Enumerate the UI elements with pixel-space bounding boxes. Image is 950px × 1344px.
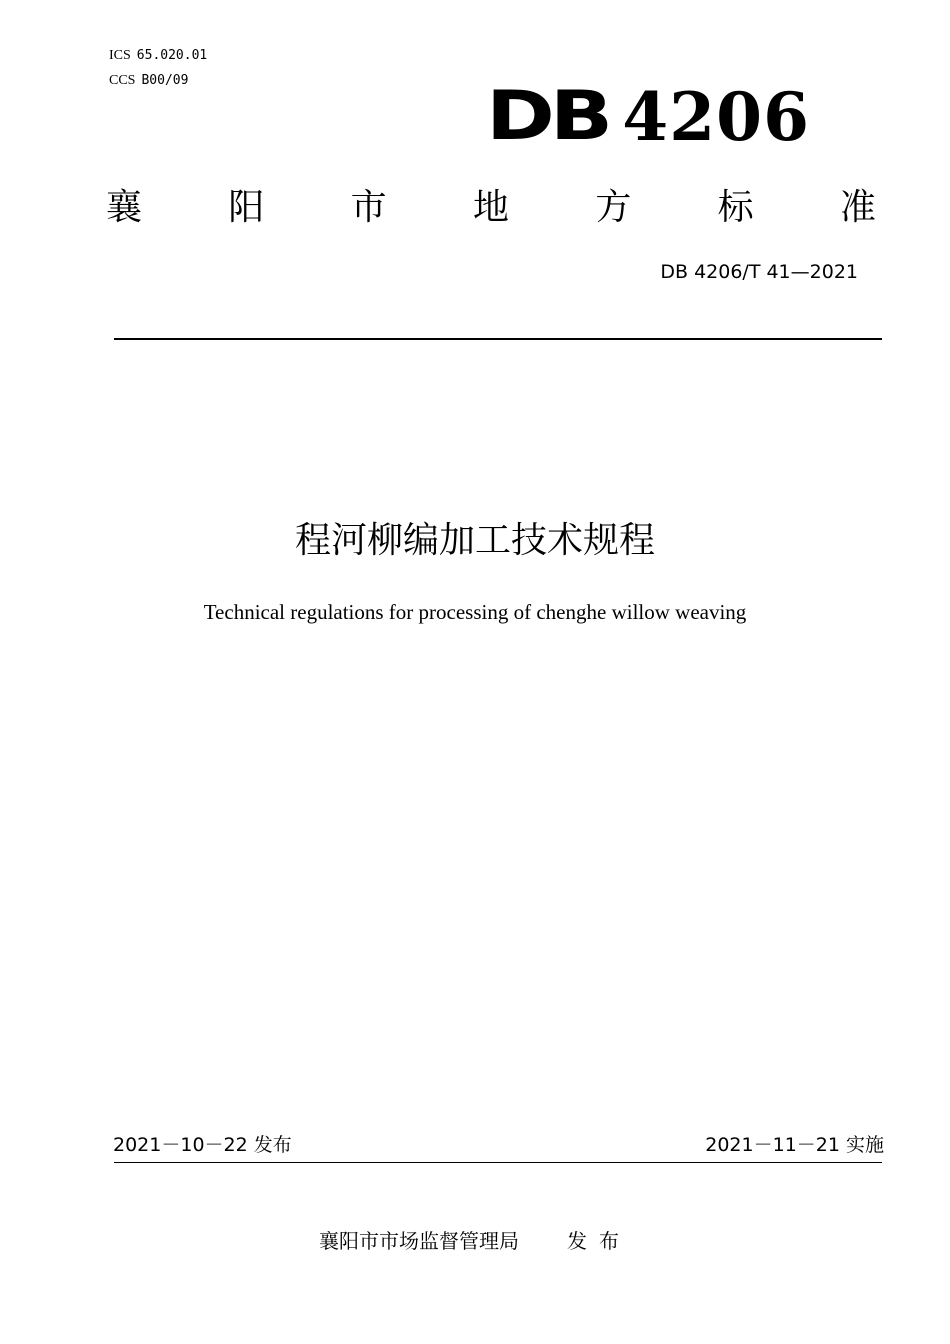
standard-number: DB 4206/T 41—2021 <box>660 261 858 283</box>
document-title-english: Technical regulations for processing of chenghe willow weaving <box>203 600 747 624</box>
issue-action: 发布 <box>567 1229 631 1253</box>
publish-date: 2021－10－22 发布 <box>113 1134 292 1156</box>
ccs-label: CCS <box>109 73 136 88</box>
standard-type-char: 襄 <box>106 187 143 228</box>
standard-type-char: 地 <box>472 187 509 228</box>
standard-type-char: 准 <box>839 187 876 228</box>
issuer-line <box>0 1228 950 1254</box>
standard-type-char: 阳 <box>228 187 265 228</box>
db-standard-logo <box>485 77 810 156</box>
document-title-chinese: 程河柳编加工技术规程 <box>294 520 655 561</box>
ics-label: ICS <box>109 48 131 63</box>
standard-type-char: 市 <box>350 187 387 228</box>
implement-date: 2021－11－21 实施 <box>705 1134 884 1156</box>
ics-code: 65.020.01 <box>136 48 208 63</box>
issuer-name: 襄阳市市场监督管理局 <box>319 1229 519 1253</box>
standard-type-char: 方 <box>595 187 632 228</box>
header-divider <box>114 338 882 340</box>
footer-divider <box>114 1162 882 1163</box>
standard-type-char: 标 <box>717 187 754 228</box>
db-logo-number: 4206 <box>622 78 810 156</box>
db-logo-letters: DB <box>485 77 609 156</box>
standard-type-heading <box>106 186 876 230</box>
ccs-classification <box>109 73 188 89</box>
ics-classification <box>109 48 207 64</box>
ccs-code: B00/09 <box>141 73 189 88</box>
